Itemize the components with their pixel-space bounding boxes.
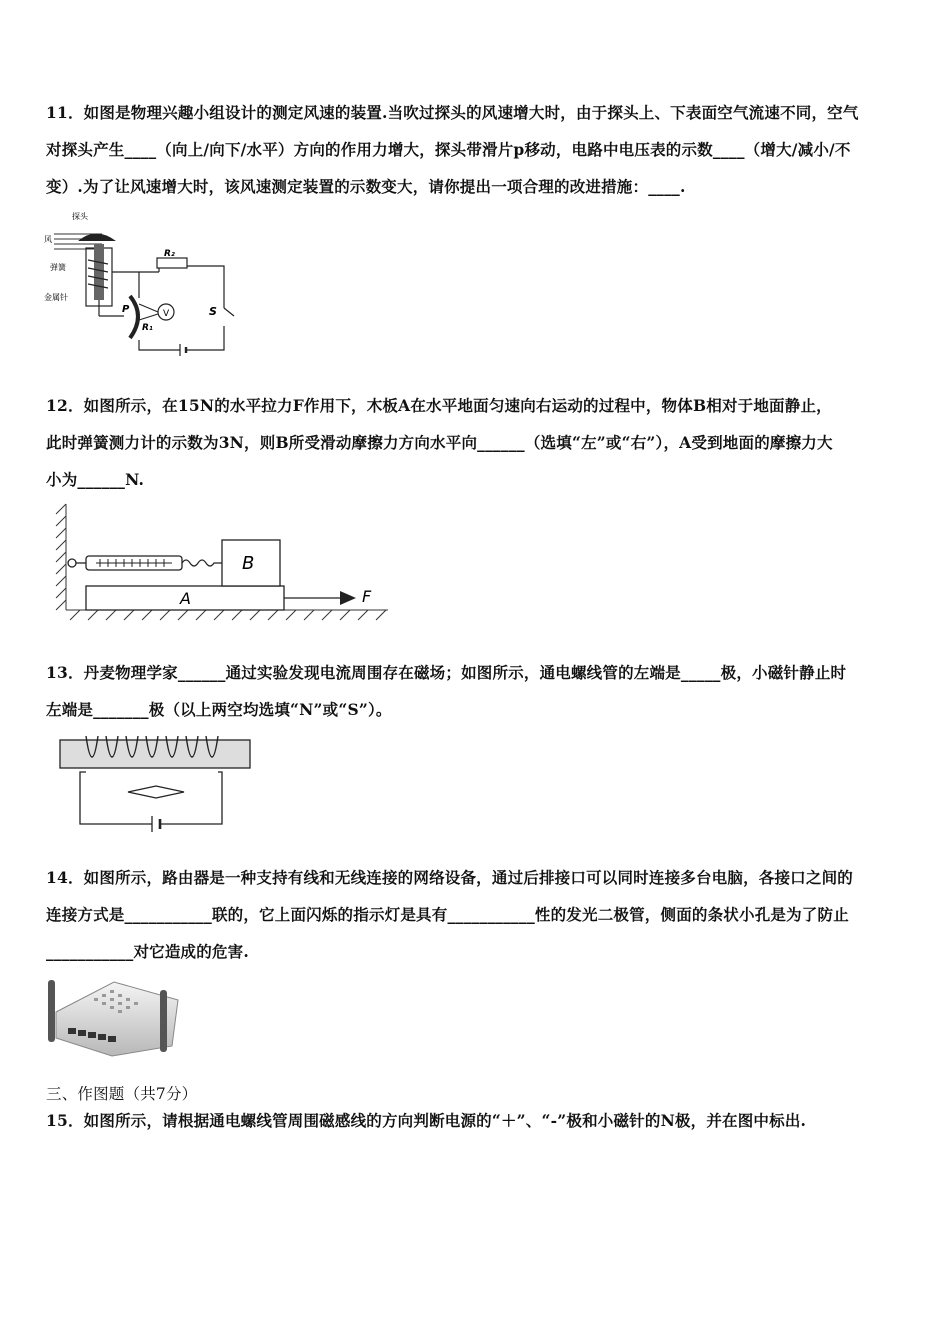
- solenoid-wire-right: [160, 772, 222, 824]
- block-b-label: B: [242, 553, 255, 574]
- r2-resistor: [157, 258, 187, 268]
- probe-shaft: [94, 244, 104, 300]
- force-label: F: [362, 587, 372, 606]
- router-body: [56, 982, 178, 1056]
- switch-label: S: [209, 305, 217, 318]
- q12-line-1: 12．如图所示，在15N的水平拉力F作用下，木板A在水平地面匀速向右运动的过程中，物体B相对于地面静止，: [46, 396, 832, 415]
- q11-line-3: 变）.为了让风速增大时，该风速测定装置的示数变大，请你提出一项合理的改进措施：____.: [46, 177, 686, 196]
- probe-label: 探头: [72, 212, 88, 221]
- q15-line-1: 15．如图所示，请根据通电螺线管周围磁感线的方向判断电源的“＋”、“-”极和小磁针的N极，并在图中标出.: [46, 1111, 807, 1130]
- wind-speed-device-figure: [44, 208, 244, 364]
- q13-line-2: 左端是_______极（以上两空均选填“N”或“S”）。: [46, 700, 392, 719]
- router-antenna-left: [48, 980, 55, 1042]
- router-antenna-right: [160, 990, 167, 1052]
- switch-s: [224, 308, 234, 316]
- ground: [66, 610, 388, 620]
- board-a-label: A: [180, 589, 191, 608]
- scale-hook: [68, 559, 76, 567]
- wall: [56, 504, 66, 610]
- r2-label: R₂: [164, 249, 175, 259]
- q14-line-1: 14．如图所示，路由器是一种支持有线和无线连接的网络设备，通过后排接口可以同时连接多台电脑，各接口之间的: [46, 868, 853, 887]
- router-figure: [44, 972, 184, 1060]
- spring-label: 弹簧: [50, 263, 66, 272]
- q11-line-2: 对探头产生____（向上/向下/水平）方向的作用力增大，探头带滑片p移动，电路中电压表的示数____（增大/减小/不: [46, 140, 851, 159]
- q13-line-1: 13．丹麦物理学家______通过实验发现电流周围存在磁场；如图所示，通电螺线管的左端是_____极，小磁针静止时: [46, 663, 847, 682]
- section-3-title: 三、作图题（共7分）: [46, 1085, 198, 1103]
- q12-line-2: 此时弹簧测力计的示数为3N，则B所受滑动摩擦力方向水平向______（选填“左”或“右”），A受到地面的摩擦力大: [46, 433, 833, 452]
- q12-line-3: 小为______N.: [46, 470, 145, 489]
- solenoid-figure: [56, 732, 256, 832]
- q11-line-1: 11．如图是物理兴趣小组设计的测定风速的装置.当吹过探头的风速增大时，由于探头上、下表面空气流速不同，空气: [46, 103, 859, 122]
- needle-label: 金属针: [44, 293, 68, 302]
- voltmeter-label: V: [163, 309, 170, 319]
- scale-spring: [182, 560, 222, 566]
- friction-board-figure: [52, 500, 392, 625]
- solenoid-wire-left: [80, 772, 152, 824]
- q14-line-2: 连接方式是___________联的，它上面闪烁的指示灯是具有___________性的发光二极管，侧面的条状小孔是为了防止: [46, 905, 849, 924]
- probe-shape: [78, 234, 116, 242]
- solenoid-core: [60, 740, 250, 768]
- q14-line-3: ___________对它造成的危害.: [46, 942, 249, 961]
- p-label: P: [122, 304, 130, 315]
- compass-needle: [128, 786, 184, 798]
- r1-label: R₁: [142, 323, 153, 333]
- r1-resistor: [130, 296, 138, 338]
- wind-label: 风: [44, 235, 52, 244]
